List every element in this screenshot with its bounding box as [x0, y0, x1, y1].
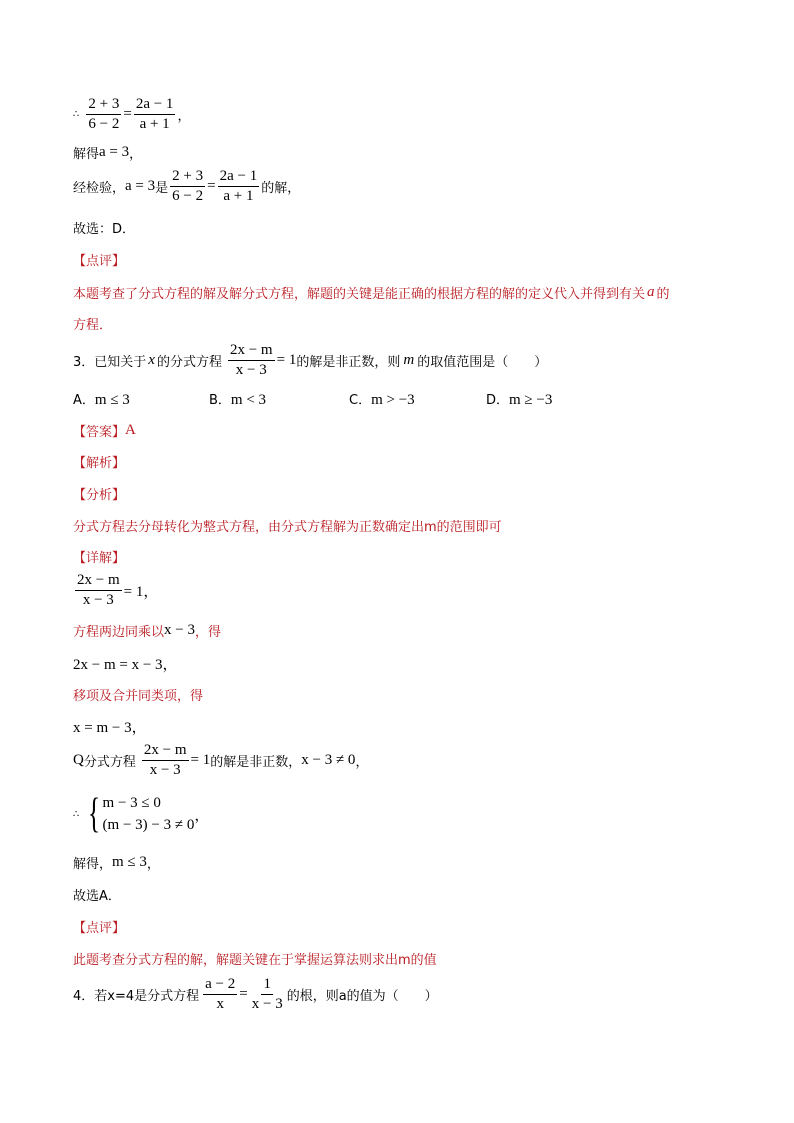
step1-line: 方程两边同乘以 x − 3 ，得	[73, 622, 221, 640]
equation-line: $\frac{2x - m}{x - 3}$ = 1，	[77, 572, 159, 608]
therefore-symbol: ∴	[73, 109, 81, 120]
because-line: Q 分式方程 $\frac{2x - m}{x - 3}$ = 1 的解是非正数， x − 3 ≠ 0 ，	[73, 742, 369, 778]
fraction: $\frac{1}{x - 3}$	[251, 976, 283, 1012]
step2-line: 2x − m = x − 3，	[73, 657, 178, 673]
question-3-options	[73, 389, 552, 409]
option-b[interactable]: B．m < 3	[209, 392, 267, 408]
question-4-stem: 4．若x=4是分式方程 $\frac{a - 2}{x}$ = $\frac{1}{x - 3}$ 的根，则a的值为（ ）	[73, 976, 438, 1012]
option-a[interactable]: A．m ≤ 3	[73, 392, 130, 408]
review-tag: 【点评】	[73, 254, 126, 269]
fraction: $\frac{2x - m}{x - 3}$	[143, 742, 187, 778]
result-line: 解得， m ≤ 3 ，	[73, 854, 160, 872]
review-text-cont: 方程．	[73, 318, 113, 333]
option-c[interactable]: C．m > −3	[349, 392, 415, 408]
fenxi-tag: 【分析】	[73, 488, 126, 503]
fraction: $\frac{2 + 3}{6 - 2}$	[172, 168, 204, 204]
solve-line: 解得 a = 3 ，	[73, 144, 143, 162]
review-text-q3: 此题考查分式方程的解，解题关键在于掌握运算法则求出m的值	[73, 953, 437, 968]
option-d[interactable]: D．m ≥ −3	[486, 392, 553, 408]
step4-line: x = m − 3，	[73, 720, 147, 736]
fraction: $\frac{2 + 3}{6 - 2}$	[88, 96, 120, 132]
fraction: $\frac{2a - 1}{a + 1}$	[135, 96, 174, 132]
review-tag-q3: 【点评】	[73, 921, 126, 936]
question-3-stem: 3．已知关于 x 的分式方程 $\frac{2x - m}{x - 3}$ = 1 的解是非正数，则 m 的取值范围是（ ）	[73, 342, 548, 378]
system-line: ∴ { m − 3 ≤ 0 (m − 3) − 3 ≠ 0 ，	[73, 791, 210, 837]
choose-line-q3: 故选A．	[73, 889, 121, 904]
fraction: $\frac{a - 2}{x}$	[205, 976, 236, 1012]
review-text: 本题考查了分式方程的解及解分式方程，解题的关键是能正确的根据方程的解的定义代入并得到有关 a 的	[73, 284, 670, 302]
fraction: $\frac{2a - 1}{a + 1}$	[219, 168, 258, 204]
check-line: 经检验， a = 3 是 $\frac{2 + 3}{6 - 2}$ = $\frac{2a - 1}{a + 1}$ 的解，	[73, 168, 301, 204]
therefore-line: ∴ $\frac{2 + 3}{6 - 2}$ = $\frac{2a - 1}{a + 1}$ ，	[73, 96, 191, 132]
answer-line: 【答案】 A	[73, 422, 136, 440]
fraction: $\frac{2x - m}{x - 3}$	[77, 572, 120, 608]
fraction: $\frac{2x - m}{x - 3}$	[229, 342, 273, 378]
analysis-tag: 【解析】	[73, 456, 126, 471]
choose-line: 故选：D．	[73, 222, 136, 237]
detail-tag: 【详解】	[73, 551, 126, 566]
fenxi-text: 分式方程去分母转化为整式方程，由分式方程解为正数确定出m的范围即可	[73, 520, 502, 535]
step3-line: 移项及合并同类项，得	[73, 689, 204, 704]
